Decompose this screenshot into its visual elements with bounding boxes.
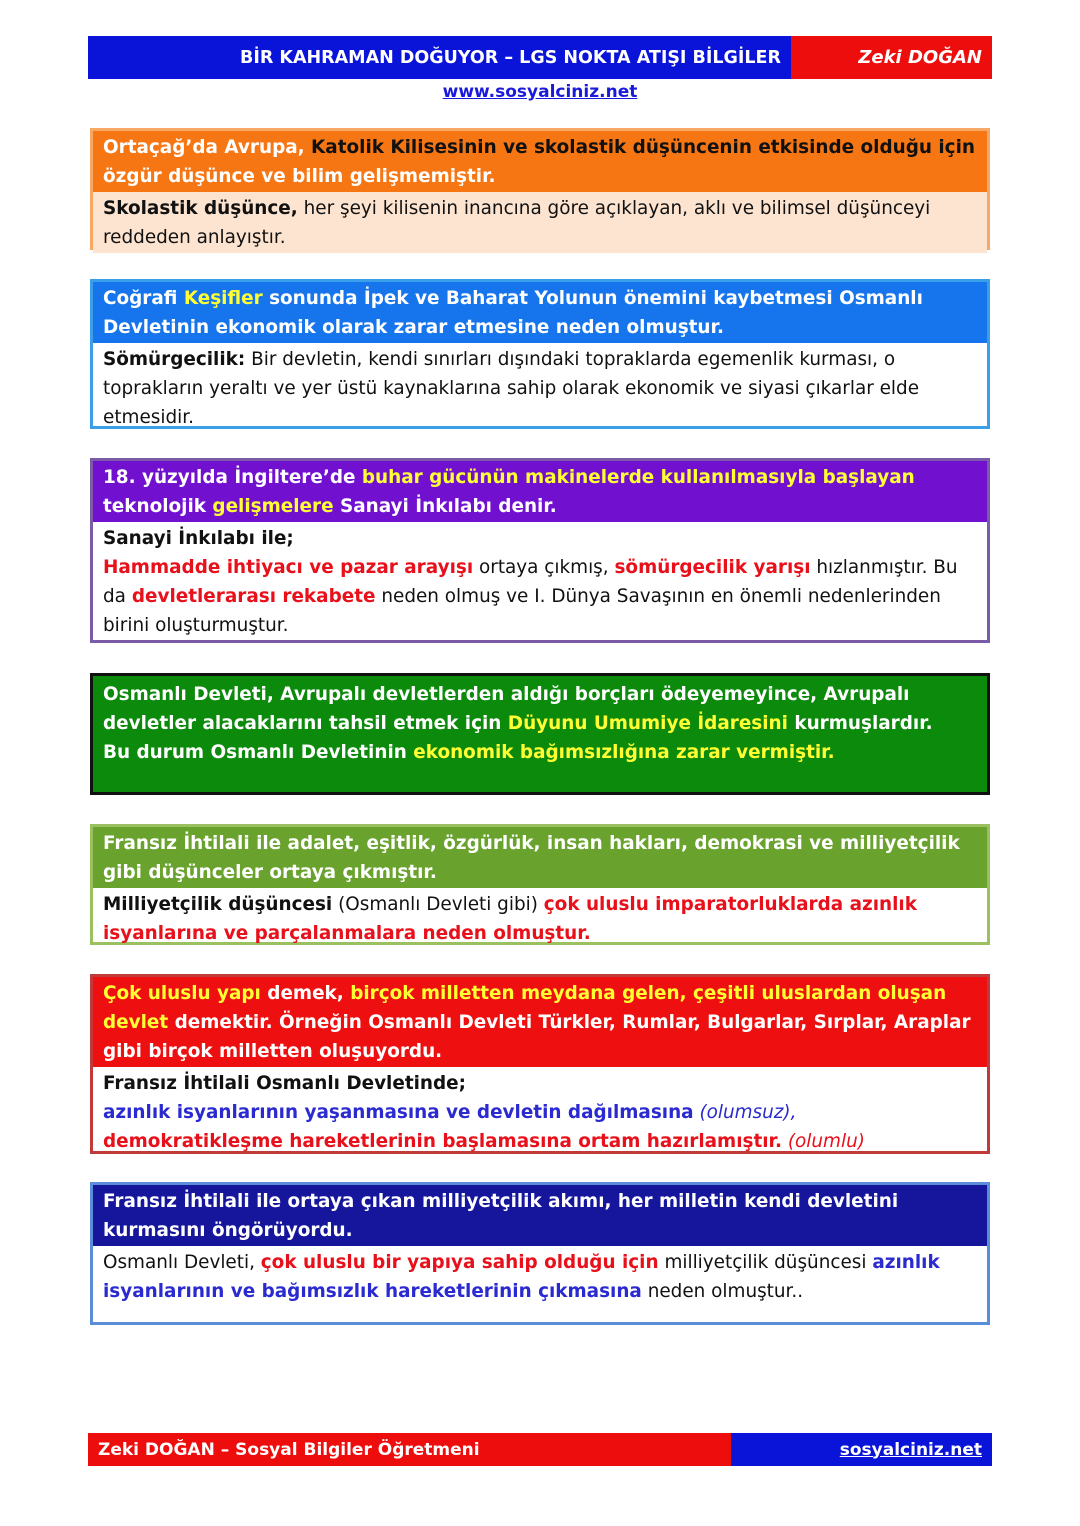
box-body: [93, 676, 987, 768]
header-title: BİR KAHRAMAN DOĞUYOR – LGS NOKTA ATIŞI BİLGİLER: [88, 36, 791, 79]
info-box-industrial-revolution: [90, 458, 990, 643]
info-box-multinational: [90, 974, 990, 1154]
highlight: çok uluslu imparatorluklarda azınlık isyanlarına ve parçalanmalara neden olmuştur.: [103, 894, 917, 944]
website-link[interactable]: www.sosyalciniz.net: [442, 82, 638, 102]
title-part: özgür düşünce ve bilim gelişmemiştir.: [103, 166, 496, 187]
box-body: [93, 1067, 987, 1157]
text: (Osmanlı Devleti gibi): [338, 894, 538, 915]
text: neden olmuştur..: [647, 1281, 804, 1302]
term: Skolastik düşünce,: [103, 198, 298, 219]
info-box-nationalism: [90, 1182, 990, 1325]
text: Bu durum Osmanlı Devletinin: [103, 742, 407, 763]
info-box-debt-administration: [90, 673, 990, 795]
title-part: gelişmelere: [212, 496, 334, 517]
text: hızlanmıştır. Bu da: [103, 557, 958, 607]
box-title: [93, 131, 987, 192]
header-author: Zeki DOĞAN: [791, 36, 992, 79]
text: milliyetçilik düşüncesi: [664, 1252, 867, 1273]
box-body: [93, 522, 987, 641]
info-box-scholasticism: [90, 128, 990, 250]
title-part: buhar gücünün makinelerde kullanılmasıyla başlayan: [361, 467, 915, 488]
term: Sömürgecilik:: [103, 349, 246, 370]
highlight: devletlerarası rekabete: [131, 586, 376, 607]
box-title: [93, 977, 987, 1067]
term: Milliyetçilik düşüncesi: [103, 894, 333, 915]
footer-website-link[interactable]: sosyalciniz.net: [731, 1433, 992, 1466]
box-title: Fransız İhtilali ile adalet, eşitlik, özgürlük, insan hakları, demokrasi ve milliyetçilik gibi düşünceler ortaya çıkmıştır.: [93, 827, 987, 888]
title-part: Katolik Kilisesinin ve skolastik düşüncenin etkisinde olduğu için: [311, 137, 975, 158]
box-body: [93, 192, 987, 253]
box-title: [93, 461, 987, 522]
box-title: [93, 282, 987, 343]
highlight: birçok milletten meydana gelen, çeşitli uluslardan oluşan devlet: [103, 983, 947, 1033]
info-box-french-revolution: [90, 824, 990, 945]
subheading: Sanayi İnkılabı ile;: [103, 528, 294, 549]
highlight: azınlık isyanlarının ve bağımsızlık hareketlerinin çıkmasına: [103, 1252, 940, 1302]
title-part: Sanayi İnkılabı denir.: [339, 496, 557, 517]
highlight: Çok uluslu yapı: [103, 983, 261, 1004]
text: neden olmuş ve I. Dünya Savaşının en önemli nedenlerinden birini oluşturmuştur.: [103, 586, 941, 636]
subheading: Fransız İhtilali Osmanlı Devletinde;: [103, 1073, 467, 1094]
title-part: Coğrafi: [103, 288, 178, 309]
text: demek,: [267, 983, 344, 1004]
text: ortaya çıkmış,: [479, 557, 609, 578]
highlight: sömürgecilik yarışı: [614, 557, 811, 578]
highlight: Hammadde ihtiyacı ve pazar arayışı: [103, 557, 474, 578]
box-body: [93, 343, 987, 433]
title-part: Keşifler: [183, 288, 263, 309]
header-bar: [88, 36, 992, 79]
text: Osmanlı Devleti,: [103, 1252, 255, 1273]
definition: her şeyi kilisenin inancına göre açıklayan, aklı ve bilimsel düşünceyi reddeden anlayıştır.: [103, 198, 931, 248]
text: kurmuşlardır.: [794, 713, 933, 734]
footer-author: Zeki DOĞAN – Sosyal Bilgiler Öğretmeni: [88, 1433, 731, 1466]
title-part: Ortaçağ’da Avrupa,: [103, 137, 305, 158]
note: (olumlu): [787, 1131, 865, 1152]
box-body: [93, 888, 987, 949]
footer-bar: [88, 1433, 992, 1466]
title-part: teknolojik: [103, 496, 206, 517]
text: demektir. Örneğin Osmanlı Devleti Türkler, Rumlar, Bulgarlar, Sırplar, Araplar gibi birçok milletten oluşuyordu.: [103, 1012, 971, 1062]
highlight: çok uluslu bir yapıya sahip olduğu için: [260, 1252, 659, 1273]
highlight: azınlık isyanlarının yaşanmasına ve devletin dağılmasına: [103, 1102, 694, 1123]
highlight: demokratikleşme hareketlerinin başlamasına ortam hazırlamıştır.: [103, 1131, 782, 1152]
highlight: ekonomik bağımsızlığına zarar vermiştir.: [413, 742, 835, 763]
definition: Bir devletin, kendi sınırları dışındaki topraklarda egemenlik kurması, o toprakların yeraltı ve yer üstü kaynaklarına sahip olarak ekonomik ve siyasi çıkarlar elde etmesidir.: [103, 349, 920, 428]
title-part: 18. yüzyılda İngiltere’de: [103, 467, 356, 488]
box-title: Fransız İhtilali ile ortaya çıkan milliyetçilik akımı, her milletin kendi devletini kurmasını öngörüyordu.: [93, 1185, 987, 1246]
info-box-discoveries: [90, 279, 990, 429]
highlight: Düyunu Umumiye İdaresini: [507, 713, 788, 734]
title-part: sonunda İpek ve Baharat Yolunun önemini kaybetmesi Osmanlı Devletinin ekonomik olarak zarar etmesine neden olmuştur.: [103, 288, 923, 338]
text: Osmanlı Devleti, Avrupalı devletlerden aldığı borçları ödeyemeyince, Avrupalı devletler alacaklarını tahsil etmek için: [103, 684, 910, 734]
note: (olumsuz),: [699, 1102, 797, 1123]
box-body: [93, 1246, 987, 1307]
